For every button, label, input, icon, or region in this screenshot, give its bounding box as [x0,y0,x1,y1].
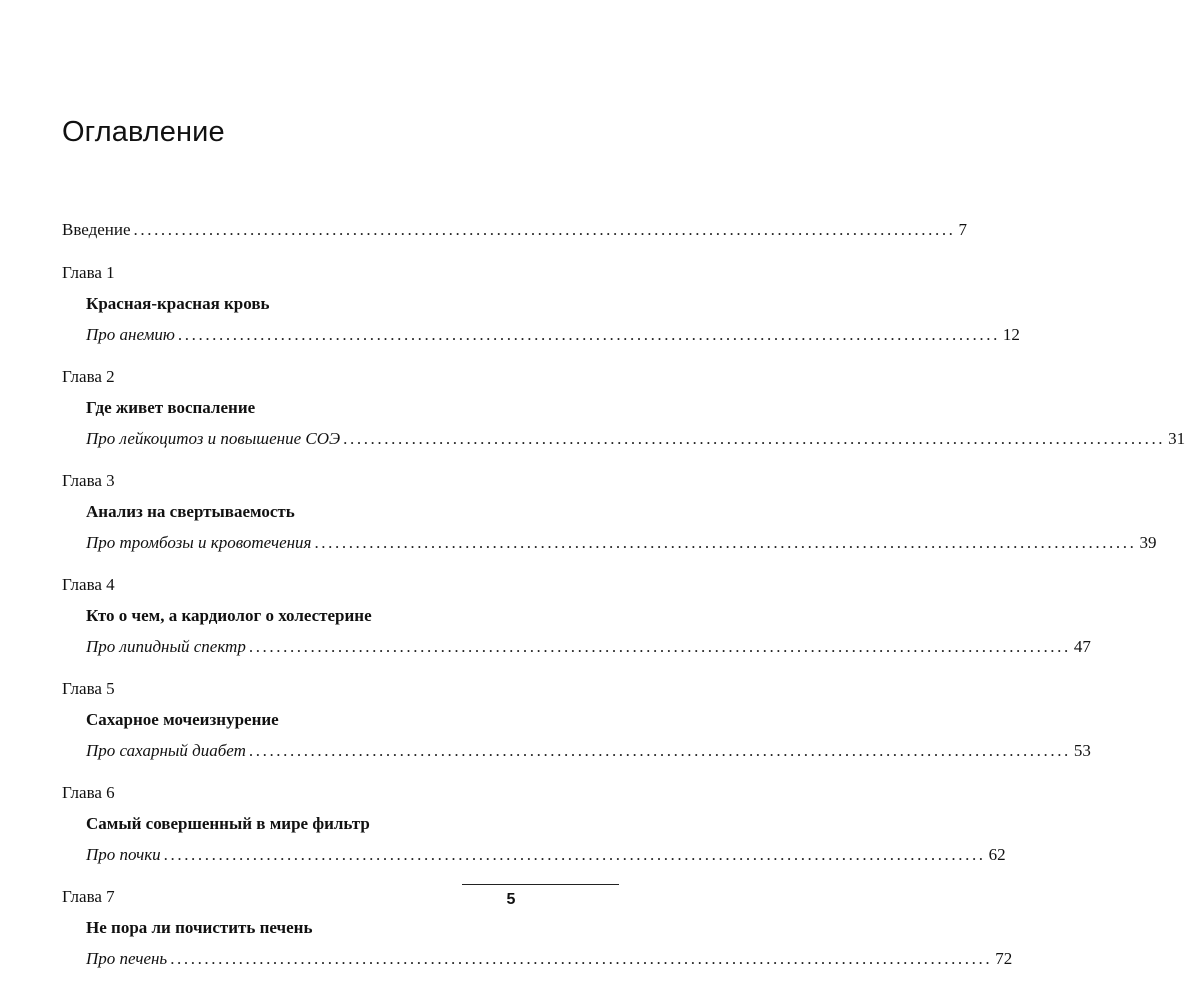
page-number: 5 [506,891,516,908]
chapter-title: Сахарное мочеизнурение [86,710,279,729]
dot-leader: ........................................................................................................................ [170,949,993,968]
page-title: Оглавление [62,116,225,148]
toc-page-number: 12 [1002,325,1020,344]
chapter-subtitle: Про печень [86,949,168,968]
dot-leader: ........................................................................................................................ [133,220,956,239]
chapter-title: Анализ на свертываемость [86,502,295,521]
chapter-title: Красная-красная кровь [86,294,270,313]
toc-page-number: 72 [995,949,1013,968]
toc-chapter [62,677,1091,763]
toc-entry[interactable] [62,531,1157,555]
chapter-subtitle: Про тромбозы и кровотечения [86,533,312,552]
toc-entry-label: Введение [62,220,131,239]
toc-chapter [62,469,1157,555]
toc-page-number: 53 [1073,741,1091,760]
footer-divider [462,884,619,885]
dot-leader: ........................................................................................................................ [248,741,1071,760]
toc-entry[interactable] [62,427,1185,451]
toc-chapter [62,573,1091,659]
toc-chapter [62,365,1185,451]
chapter-label: Глава 1 [62,263,115,282]
chapter-subtitle: Про лейкоцитоз и повышение СОЭ [86,429,341,448]
toc-entry[interactable] [62,323,1020,347]
table-of-contents [62,218,1185,989]
chapter-label: Глава 2 [62,367,115,386]
toc-page-number: 31 [1168,429,1185,448]
toc-entry[interactable] [62,947,1013,971]
dot-leader: ........................................................................................................................ [314,533,1137,552]
toc-entry[interactable] [62,843,1006,867]
toc-entry[interactable] [62,739,1091,763]
chapter-label: Глава 4 [62,575,115,594]
dot-leader: ........................................................................................................................ [343,429,1166,448]
dot-leader: ........................................................................................................................ [248,637,1071,656]
chapter-subtitle: Про почки [86,845,161,864]
toc-entry[interactable] [62,635,1091,659]
toc-entry-introduction[interactable] [62,218,968,242]
toc-chapter [62,261,1020,347]
chapter-label: Глава 7 [62,887,115,906]
chapter-subtitle: Про сахарный диабет [86,741,246,760]
chapter-subtitle: Про анемию [86,325,175,344]
toc-chapter [62,885,1013,971]
chapter-label: Глава 5 [62,679,115,698]
chapter-title: Не пора ли почистить печень [86,918,313,937]
toc-page-number: 7 [958,220,968,239]
chapter-title: Кто о чем, а кардиолог о холестерине [86,606,372,625]
toc-page-number: 62 [988,845,1006,864]
dot-leader: ........................................................................................................................ [177,325,1000,344]
chapter-label: Глава 3 [62,471,115,490]
toc-page-number: 39 [1139,533,1157,552]
chapter-title: Где живет воспаление [86,398,256,417]
chapter-title: Самый совершенный в мире фильтр [86,814,370,833]
chapter-label: Глава 6 [62,783,115,802]
chapter-subtitle: Про липидный спектр [86,637,246,656]
toc-page-number: 47 [1073,637,1091,656]
dot-leader: ........................................................................................................................ [163,845,986,864]
toc-chapter [62,781,1006,867]
